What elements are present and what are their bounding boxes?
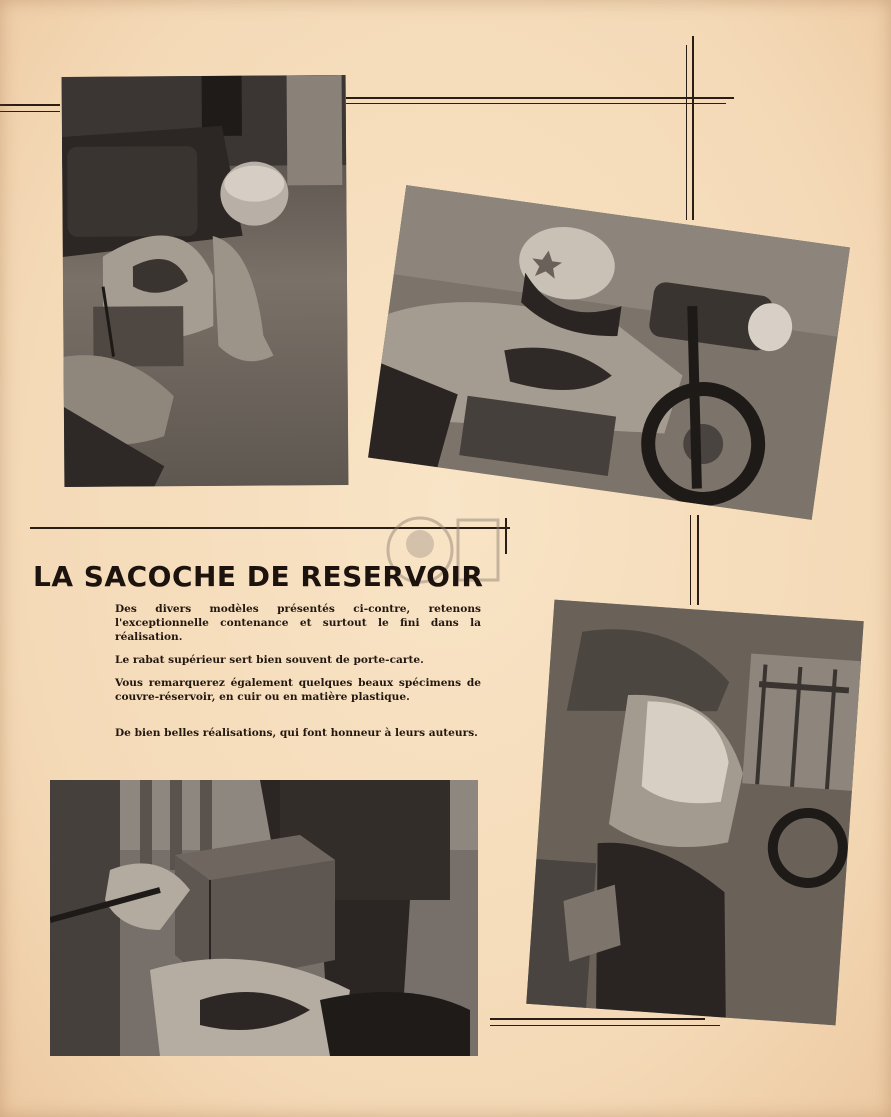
rule-top-left: [0, 104, 60, 106]
article-paragraph-2: Le rabat supérieur sert bien souvent de porte-carte.: [115, 654, 424, 666]
article-title: LA SACOCHE DE RESERVOIR: [33, 560, 484, 593]
photo-motorcycle-square-bag: [50, 780, 478, 1056]
rule-top-middle: [346, 97, 734, 99]
rule-vertical-top: [686, 45, 687, 220]
rule-top-left-2: [0, 111, 60, 112]
photo-motorcycle-helmet-bag: [62, 75, 349, 487]
photo-motorcycle-tank-helmet: [368, 185, 850, 520]
rule-vertical-mid-2: [697, 515, 699, 605]
photo-motorcycle-tank-cover: [526, 600, 863, 1026]
article-body: [115, 602, 481, 749]
rule-vertical-mid: [690, 515, 691, 605]
rule-bottom: [490, 1018, 705, 1020]
rule-top-middle-2: [346, 103, 726, 104]
article-paragraph-4: De bien belles réalisations, qui font honneur à leurs auteurs.: [115, 727, 478, 739]
article-paragraph-3: Vous remarquerez également quelques beaux spécimens de couvre-réservoir, en cuir ou en matière plastique.: [115, 677, 481, 703]
rule-bottom-2: [490, 1025, 720, 1026]
article-paragraph-1: Des divers modèles présentés ci-contre, retenons l'exceptionnelle contenance et surtout le fini dans la réalisation.: [115, 603, 481, 643]
rule-vertical-top-2: [692, 36, 694, 220]
